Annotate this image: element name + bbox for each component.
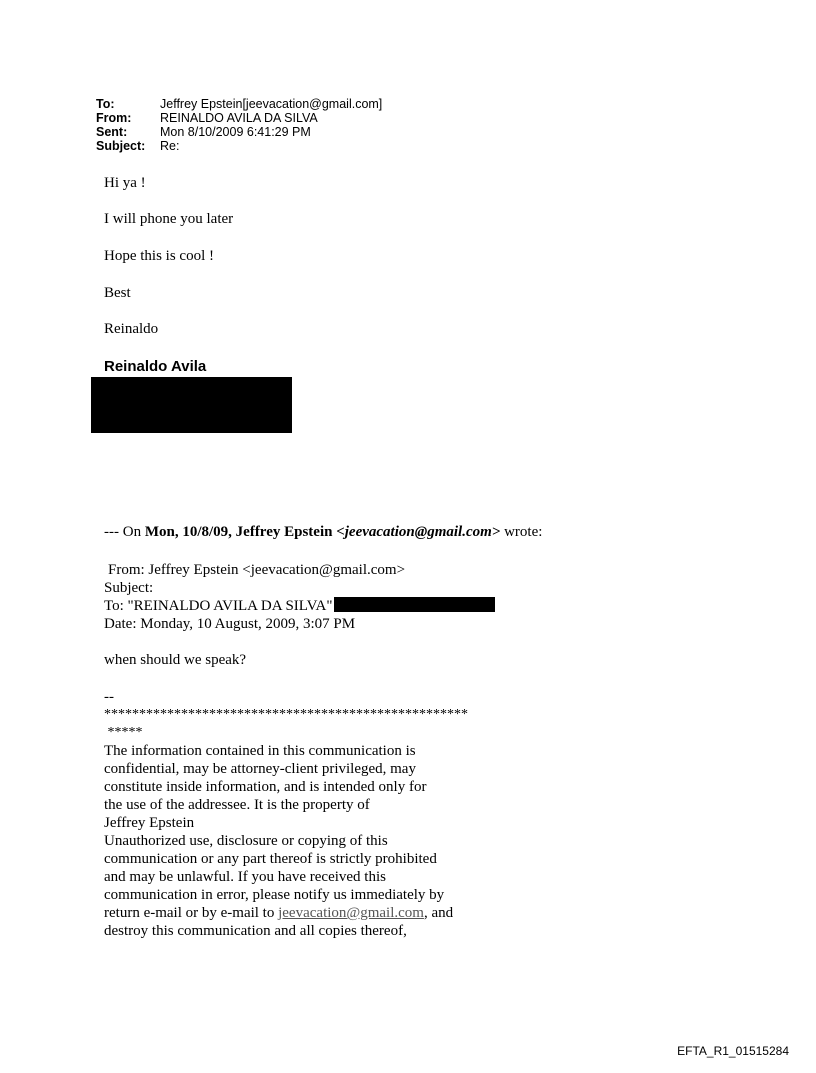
disclaimer-line: and may be unlawful. If you have received this [104, 869, 386, 885]
quoted-to-line [104, 597, 495, 615]
email-link[interactable]: jeevacation@gmail.com [278, 905, 424, 921]
to-label: To: [96, 97, 115, 111]
disclaimer [104, 688, 468, 940]
disclaimer-stars-1: **************************************************** [104, 707, 468, 722]
quoted-headers [104, 561, 495, 633]
disclaimer-line: Jeffrey Epstein [104, 815, 195, 831]
header-to-row [96, 97, 382, 111]
sent-label: Sent: [96, 125, 128, 139]
disclaimer-line: communication in error, please notify us immediately by [104, 887, 445, 903]
document-id: EFTA_R1_01515284 [677, 1044, 789, 1058]
quote-email: <jeevacation@gmail.com> [336, 524, 501, 540]
disclaimer-line: the use of the addressee. It is the property of [104, 797, 370, 813]
sent-value: Mon 8/10/2009 6:41:29 PM [160, 125, 311, 139]
body-line-1: I will phone you later [104, 211, 234, 227]
disclaimer-last-line: destroy this communication and all copies thereof, [104, 923, 407, 939]
quoted-to-text: To: "REINALDO AVILA DA SILVA" [104, 598, 333, 614]
quote-intro [104, 524, 542, 541]
header-sent-row [96, 125, 382, 139]
disclaimer-line: The information contained in this communication is [104, 743, 416, 759]
subject-label: Subject: [96, 139, 146, 153]
quote-date-author: Mon, 10/8/09, Jeffrey Epstein [144, 524, 337, 540]
disclaimer-line: constitute inside information, and is intended only for [104, 779, 427, 795]
disclaimer-stars-2: ***** [104, 725, 143, 740]
disclaimer-line: communication or any part thereof is strictly prohibited [104, 851, 437, 867]
quoted-message: when should we speak? [104, 652, 247, 668]
disclaimer-dashes: -- [104, 689, 114, 705]
from-label: From: [96, 111, 132, 125]
closing: Best [104, 285, 131, 301]
greeting: Hi ya ! [104, 175, 146, 191]
quote-prefix: --- On [104, 524, 145, 540]
quote-suffix: wrote: [500, 524, 543, 540]
redaction-inline [334, 597, 495, 612]
body-line-2: Hope this is cool ! [104, 248, 214, 264]
disclaimer-line: confidential, may be attorney-client privileged, may [104, 761, 416, 777]
disclaimer-return-line [104, 904, 468, 922]
signoff: Reinaldo [104, 321, 159, 337]
quoted-date-line: Date: Monday, 10 August, 2009, 3:07 PM [104, 616, 356, 632]
subject-value: Re: [160, 139, 180, 153]
from-value: REINALDO AVILA DA SILVA [160, 111, 318, 125]
to-value: Jeffrey Epstein[jeevacation@gmail.com] [160, 97, 383, 111]
redaction-block [91, 377, 292, 433]
signature-name: Reinaldo Avila [104, 358, 207, 375]
header-from-row [96, 111, 382, 125]
email-header [96, 97, 382, 153]
quoted-subject-line: Subject: [104, 580, 154, 596]
disclaimer-line: Unauthorized use, disclosure or copying of this [104, 833, 388, 849]
return-suffix: , and [423, 905, 454, 921]
return-prefix: return e-mail or by e-mail to [104, 905, 279, 921]
header-subject-row [96, 139, 382, 153]
quoted-from-line: From: Jeffrey Epstein <jeevacation@gmail.com> [108, 562, 406, 578]
